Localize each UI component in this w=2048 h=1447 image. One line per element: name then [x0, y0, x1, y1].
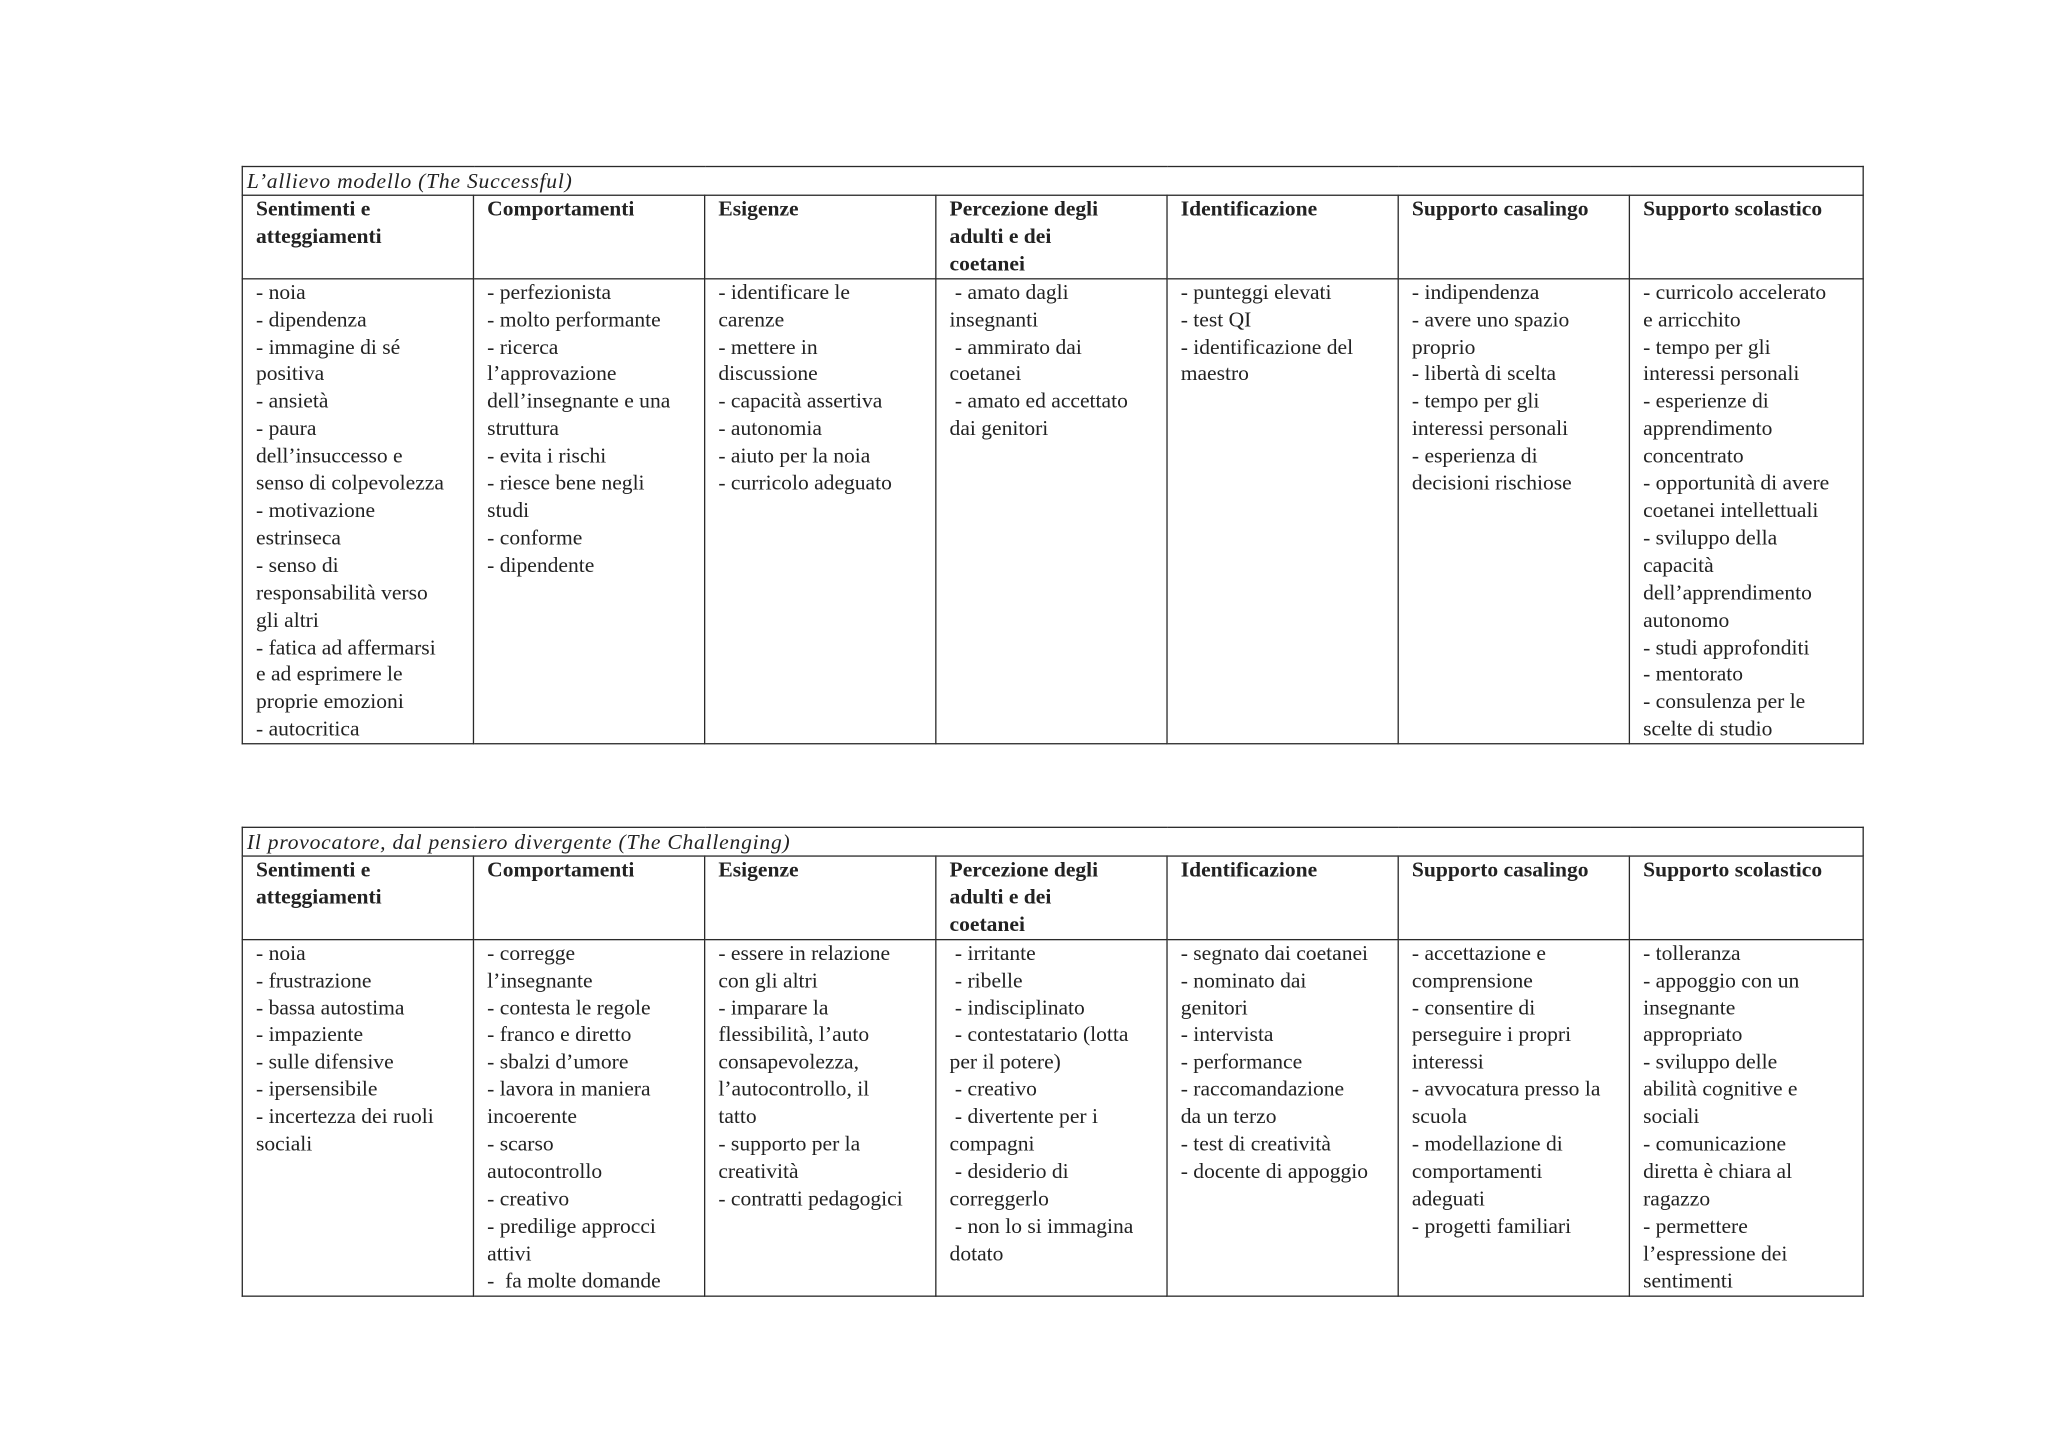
cell-line: - perfezionista [487, 279, 612, 304]
header-percezione: Percezione degli adulti e dei coetanei [949, 856, 1099, 937]
cell-line: - ipersensibile [255, 1076, 378, 1102]
table-title-row [242, 827, 1863, 856]
cell-line: maestro [1180, 361, 1249, 386]
cell-line: - aiuto per la noia [718, 442, 871, 468]
cell-line: positiva [255, 361, 325, 386]
header-identificazione: Identificazione [1180, 195, 1318, 221]
cell-line: - irritante [949, 939, 1036, 965]
cell-line: autonomo [1643, 606, 1730, 632]
cell-line: - intervista [1180, 1021, 1274, 1047]
header-comportamenti: Comportamenti [487, 856, 635, 882]
cell-line: correggerlo [949, 1185, 1049, 1211]
cell-line: - opportunità di avere [1643, 470, 1830, 496]
cell-line: - paura [255, 415, 317, 441]
header-cell [1167, 195, 1398, 278]
cell-line: tatto [718, 1103, 757, 1129]
cell-line: - fa molte domande [487, 1267, 661, 1293]
header-cell [1167, 856, 1398, 939]
cell-line: - tolleranza [1643, 939, 1741, 965]
header-cell [473, 856, 704, 939]
cell-line: comportamenti [1411, 1158, 1543, 1184]
cell-line: - indisciplinato [949, 994, 1085, 1020]
cell-line: - docente di appoggio [1180, 1158, 1369, 1184]
cell-line: - libertà di scelta [1411, 361, 1557, 386]
cell-line: apprendimento [1643, 415, 1773, 441]
body-row [242, 939, 1863, 1295]
cell-line: - test QI [1180, 306, 1252, 332]
cell-line: - permettere [1643, 1212, 1748, 1238]
cell-line: - evita i rischi [487, 442, 607, 468]
cell-line: - franco e diretto [487, 1021, 632, 1047]
header-cell [1398, 856, 1629, 939]
body-cell [242, 278, 473, 743]
cell-line: appropriato [1643, 1021, 1743, 1047]
cell-line: coetanei [949, 361, 1022, 386]
cell-line: - avere uno spazio [1411, 306, 1570, 332]
cell-line: - comunicazione [1643, 1131, 1787, 1156]
header-percezione: Percezione degli adulti e dei coetanei [949, 195, 1099, 276]
header-sentimenti: Sentimenti e atteggiamenti [255, 856, 382, 909]
cell-line: - tempo per gli [1411, 388, 1540, 414]
cell-line: - esperienza di [1411, 442, 1538, 468]
cell-line: - autonomia [718, 415, 822, 441]
cell-line: - punteggi elevati [1180, 279, 1332, 304]
body-cell [1167, 939, 1398, 1295]
cell-line: estrinseca [255, 524, 341, 550]
cell-line: - autocritica [255, 715, 360, 741]
cell-line: - sbalzi d’umore [487, 1049, 629, 1074]
cell-line: perseguire i propri [1411, 1021, 1572, 1047]
cell-line: dotato [949, 1240, 1004, 1266]
cell-line: senso di colpevolezza [255, 470, 444, 496]
cell-line: da un terzo [1180, 1103, 1277, 1129]
cell-line: scelte di studio [1643, 715, 1773, 741]
cell-line: struttura [487, 415, 560, 441]
body-cell [705, 278, 936, 743]
cell-line: - creativo [487, 1185, 570, 1211]
cell-line: diretta è chiara al [1643, 1158, 1793, 1184]
cell-line: autocontrollo [487, 1158, 603, 1184]
cell-line: - corregge [487, 939, 576, 965]
cell-line: - riesce bene negli [487, 470, 645, 496]
header-supporto-casalingo: Supporto casalingo [1411, 856, 1589, 882]
cell-line: dai genitori [949, 415, 1049, 441]
header-cell [1398, 195, 1629, 278]
table-title: Il provocatore, dal pensiero divergente (The Challenging) [242, 827, 1863, 856]
body-cell [936, 278, 1167, 743]
cell-line: e ad esprimere le [255, 661, 403, 687]
cell-line: - supporto per la [718, 1131, 861, 1156]
cell-line: e arricchito [1643, 306, 1741, 332]
cell-line: - contesta le regole [487, 994, 651, 1020]
cell-line: l’insegnante [487, 967, 593, 993]
cell-line: - senso di [255, 552, 339, 577]
cell-line: proprio [1411, 333, 1476, 359]
cell-line: abilità cognitive e [1643, 1076, 1798, 1102]
cell-line: - creativo [949, 1076, 1037, 1102]
cell-line: - essere in relazione [718, 939, 891, 965]
cell-line: - desiderio di [949, 1158, 1069, 1184]
header-supporto-casalingo: Supporto casalingo [1411, 195, 1589, 221]
header-cell [936, 195, 1167, 278]
cell-line: - identificare le [718, 279, 850, 304]
cell-line: comprensione [1411, 967, 1533, 993]
header-cell [1629, 195, 1863, 278]
cell-line: interessi personali [1411, 415, 1569, 441]
cell-line: - conforme [487, 524, 583, 550]
cell-line: - indipendenza [1411, 279, 1540, 304]
cell-line: dell’insegnante e una [487, 388, 671, 414]
cell-line: interessi [1411, 1049, 1484, 1074]
cell-line: - ammirato dai [949, 333, 1082, 359]
table-title-row [242, 167, 1863, 196]
cell-line: - identificazione del [1180, 333, 1354, 359]
cell-line: - immagine di sé [255, 333, 401, 359]
header-esigenze: Esigenze [718, 856, 799, 882]
cell-line: - sviluppo delle [1643, 1049, 1778, 1074]
cell-line: - impaziente [255, 1021, 364, 1047]
cell-line: - studi approfonditi [1643, 634, 1810, 659]
header-cell [1629, 856, 1863, 939]
cell-line: - sviluppo della [1643, 524, 1778, 550]
cell-line: sociali [255, 1131, 313, 1156]
cell-line: attivi [487, 1240, 532, 1266]
cell-line: dell’apprendimento [1643, 579, 1812, 605]
body-row [242, 278, 1863, 743]
cell-line: flessibilità, l’auto [718, 1021, 870, 1047]
cell-line: interessi personali [1643, 361, 1800, 386]
cell-line: - ricerca [487, 333, 559, 359]
body-cell [473, 278, 704, 743]
cell-line: concentrato [1643, 442, 1744, 468]
cell-line: - progetti familiari [1411, 1212, 1572, 1238]
cell-line: - curricolo adeguato [718, 470, 892, 496]
body-cell [473, 939, 704, 1295]
cell-line: - esperienze di [1643, 388, 1769, 414]
cell-line: - non lo si immagina [949, 1212, 1134, 1238]
cell-line: - noia [255, 939, 306, 965]
cell-line: - mentorato [1643, 661, 1744, 687]
cell-line: l’autocontrollo, il [718, 1076, 870, 1102]
cell-line: - raccomandazione [1180, 1076, 1345, 1102]
cell-line: - dipendenza [255, 306, 367, 332]
header-sentimenti: Sentimenti e atteggiamenti [255, 195, 382, 249]
table-successful [242, 166, 1864, 745]
cell-line: - fatica ad affermarsi [255, 634, 436, 659]
cell-line: creatività [718, 1158, 799, 1184]
body-cell [1629, 939, 1863, 1295]
header-comportamenti: Comportamenti [487, 195, 635, 221]
cell-line: genitori [1180, 994, 1248, 1020]
cell-line: ragazzo [1643, 1185, 1711, 1211]
body-cell [1398, 939, 1629, 1295]
cell-line: carenze [718, 306, 785, 332]
header-cell [705, 856, 936, 939]
header-row [242, 195, 1863, 278]
cell-line: coetanei intellettuali [1643, 497, 1819, 523]
header-cell [705, 195, 936, 278]
cell-line: - dipendente [487, 552, 595, 577]
cell-line: consapevolezza, [718, 1049, 859, 1074]
cell-line: - amato dagli [949, 279, 1069, 304]
cell-line: l’espressione dei [1643, 1240, 1788, 1266]
cell-line: - nominato dai [1180, 967, 1307, 993]
cell-line: scuola [1411, 1103, 1467, 1129]
cell-line: proprie emozioni [255, 688, 404, 714]
cell-line: compagni [949, 1131, 1035, 1156]
cell-line: - contratti pedagogici [718, 1185, 903, 1211]
cell-line: - imparare la [718, 994, 829, 1020]
cell-line: - accettazione e [1411, 939, 1546, 965]
cell-line: l’approvazione [487, 361, 617, 386]
header-cell [242, 195, 473, 278]
cell-line: - capacità assertiva [718, 388, 883, 414]
cell-line: discussione [718, 361, 818, 386]
cell-line: insegnante [1643, 994, 1736, 1020]
body-cell [242, 939, 473, 1295]
header-cell [473, 195, 704, 278]
cell-line: insegnanti [949, 306, 1039, 332]
cell-line: - tempo per gli [1643, 333, 1771, 359]
header-supporto-scolastico: Supporto scolastico [1643, 856, 1823, 882]
table-title: L’allievo modello (The Successful) [242, 167, 1863, 196]
cell-line: - predilige approcci [487, 1212, 656, 1238]
body-cell [936, 939, 1167, 1295]
cell-line: per il potere) [949, 1049, 1061, 1074]
cell-line: - avvocatura presso la [1411, 1076, 1601, 1102]
cell-line: - noia [255, 279, 306, 304]
cell-line: decisioni rischiose [1411, 470, 1572, 496]
header-esigenze: Esigenze [718, 195, 799, 221]
cell-line: - frustrazione [255, 967, 372, 993]
cell-line: - incertezza dei ruoli [255, 1103, 434, 1129]
cell-line: con gli altri [718, 967, 818, 993]
cell-line: dell’insuccesso e [255, 442, 403, 468]
cell-line: adeguati [1411, 1185, 1485, 1211]
cell-line: - divertente per i [949, 1103, 1098, 1129]
header-cell [936, 856, 1167, 939]
body-cell [1629, 278, 1863, 743]
cell-line: - consulenza per le [1643, 688, 1806, 714]
cell-line: - curricolo accelerato [1643, 279, 1827, 304]
cell-line: responsabilità verso [255, 579, 428, 605]
body-cell [1398, 278, 1629, 743]
cell-line: - contestatario (lotta [949, 1021, 1129, 1047]
cell-line: - test di creatività [1180, 1131, 1331, 1156]
cell-line: incoerente [487, 1103, 577, 1129]
header-identificazione: Identificazione [1180, 856, 1318, 882]
body-cell [705, 939, 936, 1295]
cell-line: - consentire di [1411, 994, 1536, 1020]
header-cell [242, 856, 473, 939]
cell-line: capacità [1643, 552, 1714, 577]
cell-line: - bassa autostima [255, 994, 405, 1020]
header-row [242, 856, 1863, 939]
cell-line: - mettere in [718, 333, 818, 359]
cell-line: gli altri [255, 606, 319, 632]
cell-line: - scarso [487, 1131, 554, 1156]
body-cell [1167, 278, 1398, 743]
cell-line: - molto performante [487, 306, 661, 332]
cell-line: sociali [1643, 1103, 1700, 1129]
cell-line: - lavora in maniera [487, 1076, 651, 1102]
cell-line: - performance [1180, 1049, 1303, 1074]
cell-line: studi [487, 497, 530, 523]
table-challenging [242, 827, 1864, 1296]
cell-line: - amato ed accettato [949, 388, 1128, 414]
cell-line: - appoggio con un [1643, 967, 1800, 993]
cell-line: - motivazione [255, 497, 376, 523]
header-supporto-scolastico: Supporto scolastico [1643, 195, 1823, 221]
cell-line: - ribelle [949, 967, 1023, 993]
cell-line: sentimenti [1643, 1267, 1733, 1293]
cell-line: - segnato dai coetanei [1180, 939, 1369, 965]
cell-line: - modellazione di [1411, 1131, 1563, 1156]
cell-line: - sulle difensive [255, 1049, 394, 1074]
cell-line: - ansietà [255, 388, 329, 414]
